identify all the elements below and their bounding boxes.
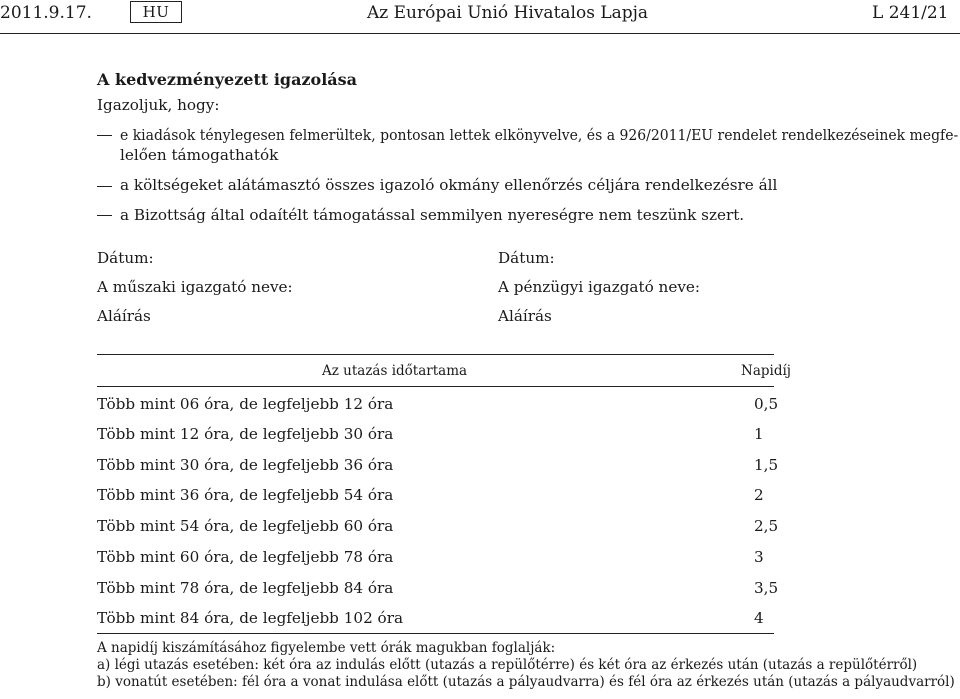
certification-item-2: a költségeket alátámasztó összes igazoló okmány ellenőrzés céljára rendelkezésre áll [120,176,778,194]
dash-bullet [97,186,112,187]
duration-cell: Több mint 78 óra, de legfeljebb 84 óra [97,579,394,597]
footnote-intro: A napidíj kiszámításához figyelembe vett órák magukban foglalják: [97,640,556,656]
duration-cell: Több mint 30 óra, de legfeljebb 36 óra [97,456,394,474]
page-reference: L 241/21 [872,3,949,23]
dash-bullet [97,135,112,136]
column-header-duration: Az utazás időtartama [322,363,468,379]
footnote-item-b: b) vonatút esetében: fél óra a vonat indulása előtt (utazás a pályaudvarra) és fél óra az érkezés után (utazás a pályaudvarról) [97,674,955,690]
column-header-allowance: Napidíj [741,363,791,379]
footnote-item-a: a) légi utazás esetében: két óra az indulás előtt (utazás a repülőtérre) és két óra az érkezés után (utazás a repülőtérről) [97,657,918,673]
intro-text: Igazoljuk, hogy: [97,96,220,114]
left-signature-label: Aláírás [97,307,151,325]
table-bottom-rule [97,633,774,634]
section-title: A kedvezményezett igazolása [97,70,358,89]
publication-date: 2011.9.17. [0,3,92,23]
allowance-cell: 3,5 [754,579,779,597]
certification-item-1: e kiadások ténylegesen felmerültek, pontosan lettek elkönyvelve, és a 926/2011/EU rendelet rendelkezéseinek megfe- [120,126,959,144]
journal-title: Az Európai Unió Hivatalos Lapja [367,3,649,23]
allowance-cell: 2 [754,486,764,504]
technical-director-name-label: A műszaki igazgató neve: [97,278,293,296]
table-top-rule [97,354,774,355]
dash-bullet [97,215,112,216]
left-date-label: Dátum: [97,249,154,267]
duration-cell: Több mint 36 óra, de legfeljebb 54 óra [97,486,394,504]
duration-cell: Több mint 84 óra, de legfeljebb 102 óra [97,609,404,627]
certification-item-1-cont: lelően támogathatók [120,146,279,164]
right-date-label: Dátum: [498,249,555,267]
duration-cell: Több mint 12 óra, de legfeljebb 30 óra [97,425,394,443]
table-header-rule [97,386,774,387]
allowance-cell: 2,5 [754,517,779,535]
language-code-box: HU [130,1,182,23]
allowance-cell: 1 [754,425,764,443]
allowance-cell: 3 [754,548,764,566]
duration-cell: Több mint 60 óra, de legfeljebb 78 óra [97,548,394,566]
duration-cell: Több mint 06 óra, de legfeljebb 12 óra [97,395,394,413]
certification-item-3: a Bizottság által odaítélt támogatással semmilyen nyereségre nem teszünk szert. [120,206,745,224]
allowance-cell: 4 [754,609,764,627]
right-signature-label: Aláírás [498,307,552,325]
allowance-cell: 1,5 [754,456,779,474]
allowance-cell: 0,5 [754,395,779,413]
duration-cell: Több mint 54 óra, de legfeljebb 60 óra [97,517,394,535]
financial-director-name-label: A pénzügyi igazgató neve: [498,278,700,296]
header-rule [0,33,960,34]
